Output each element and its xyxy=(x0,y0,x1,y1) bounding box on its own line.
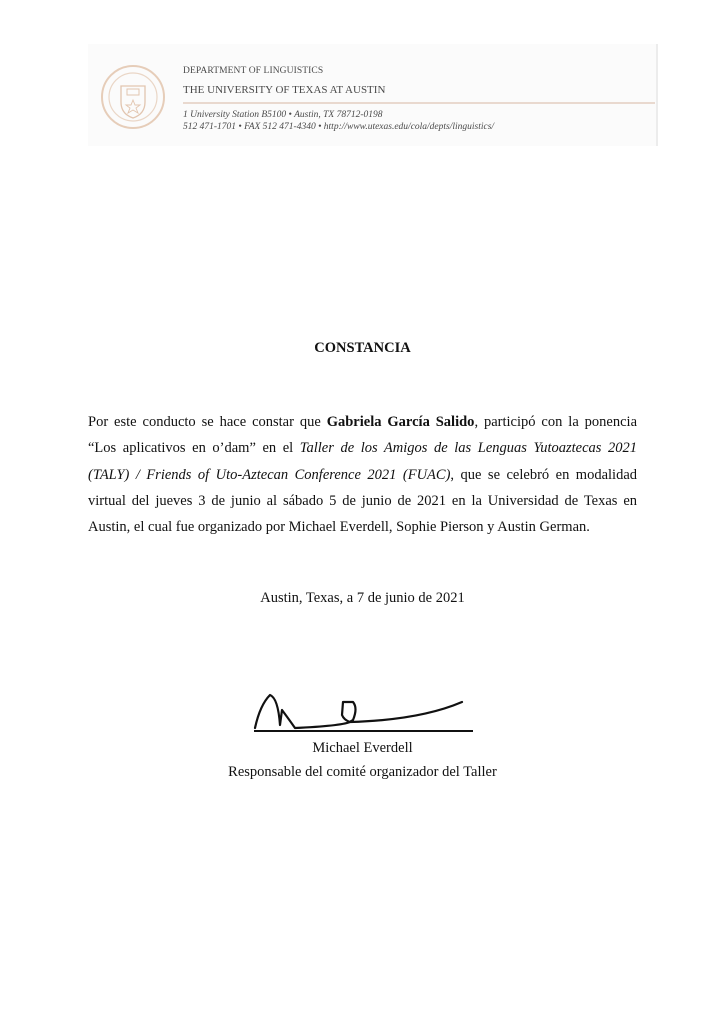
participant-name: Gabriela García Salido xyxy=(326,414,475,430)
signer-role: Responsable del comité organizador del Taller xyxy=(228,764,497,780)
letterhead-address: 1 University Station B5100 • Austin, TX 78712-0198 xyxy=(183,110,383,120)
body-after-name: , participó con la ponencia “Los aplicativos en o’dam” en el xyxy=(88,414,638,457)
signer-name: Michael Everdell xyxy=(312,740,413,756)
university-seal-icon xyxy=(100,64,166,130)
signature-line xyxy=(254,730,473,732)
document-title: CONSTANCIA xyxy=(314,340,411,356)
body-closing: , que se celebró en modalidad virtual del jueves 3 de junio al sábado 5 de junio de 2021 en la Universidad de Texas en Austin, el cual fue organizado por Michael Everdell, Sophie Pierson y Austin German. xyxy=(88,466,637,536)
letterhead xyxy=(88,44,658,146)
event-name: Taller de los Amigos de las Lenguas Yutoaztecas 2021 (TALY) / Friends of Uto-Aztecan Conference 2021 (FUAC) xyxy=(88,440,637,483)
university-name: THE UNIVERSITY OF TEXAS AT AUSTIN xyxy=(183,84,386,96)
letterhead-contact: 512 471-1701 • FAX 512 471-4340 • http://www.utexas.edu/cola/depts/linguistics/ xyxy=(183,122,495,132)
body-paragraph xyxy=(88,409,637,540)
body-intro: Por este conducto se hace constar que xyxy=(88,414,327,430)
department-name: DEPARTMENT OF LINGUISTICS xyxy=(183,66,324,76)
letterhead-divider xyxy=(183,102,655,104)
place-date: Austin, Texas, a 7 de junio de 2021 xyxy=(260,590,465,606)
signature xyxy=(250,690,475,735)
